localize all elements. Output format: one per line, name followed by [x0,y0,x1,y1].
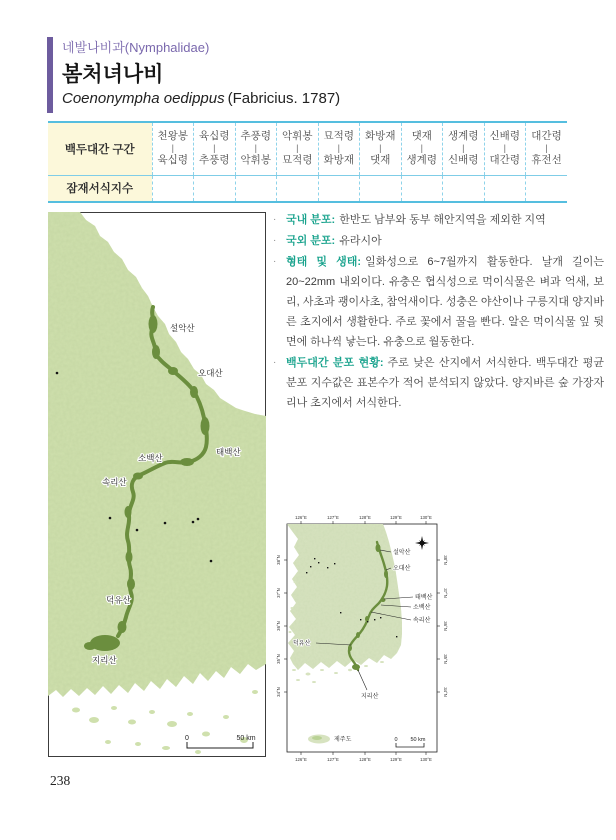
svg-text:127°E: 127°E [327,757,339,762]
svg-text:50 km: 50 km [236,735,256,742]
jeju-label: 제주도 [334,737,352,743]
mountain-label: 덕유산 [106,595,131,605]
mountain-label: 오대산 [393,566,411,572]
habitat-index-cell [443,175,485,202]
svg-text:37°N: 37°N [443,588,448,598]
svg-text:38°N: 38°N [276,555,281,565]
latin-name: Coenonympha oedippus [62,90,225,107]
habitat-index-cell [526,175,568,202]
page-number: 238 [50,773,71,788]
info-text: 유라시아 [339,235,382,247]
section-cell: 대간령 | 휴전선 [526,122,568,175]
bullet-marker: · [273,235,277,246]
info-label: 국내 분포: [286,214,336,226]
info-text: 한반도 남부와 동부 해안지역을 제외한 지역 [339,214,546,226]
svg-text:0: 0 [394,737,398,743]
section-cell: 생계령 | 신배령 [443,122,485,175]
habitat-index-cell [277,175,319,202]
species-title: 봄처녀나비 [62,63,164,86]
svg-text:128°E: 128°E [359,757,371,762]
svg-text:38°N: 38°N [443,555,448,565]
section-cell: 댓재 | 생계령 [401,122,443,175]
svg-text:130°E: 130°E [420,515,432,520]
section-accent-bar [47,37,53,113]
habitat-index-cell [318,175,360,202]
info-label: 백두대간 분포 현황: [286,357,384,369]
habitat-index-cell [152,175,194,202]
svg-text:128°E: 128°E [359,515,371,520]
table-row2-header: 잠재서식지수 [48,175,152,202]
mountain-label: 태백산 [415,595,433,601]
mountain-label: 속리산 [413,618,431,624]
mountain-label: 소백산 [413,605,431,611]
info-item-domestic-distribution [273,210,604,230]
habitat-index-cell [235,175,277,202]
svg-text:50 km: 50 km [410,737,426,743]
scientific-name [62,90,340,107]
mountain-label: 덕유산 [293,641,311,647]
family-header: 네발나비과(Nymphalidae) [62,40,210,55]
info-item-baekdudaegan-status [273,353,604,413]
mountain-label: 속리산 [102,477,127,487]
mountain-label: 소백산 [138,453,163,463]
svg-text:34°N: 34°N [276,687,281,697]
mountain-label: 태백산 [216,447,241,457]
section-cell: 묘적령 | 화방재 [318,122,360,175]
habitat-index-cell [360,175,402,202]
section-cell: 악휘봉 | 묘적령 [277,122,319,175]
info-item-morphology-ecology [273,252,604,352]
section-cell: 화방재 | 댓재 [360,122,402,175]
author-year: (Fabricius. 1787) [227,90,341,107]
bullet-marker: · [273,214,277,225]
longitude-labels-bottom [295,757,432,762]
info-label: 국외 분포: [286,235,336,247]
mountain-label: 설악산 [393,550,411,556]
info-item-foreign-distribution [273,231,604,251]
mountain-label: 설악산 [170,323,195,333]
table-row1-header: 백두대간 구간 [48,122,152,175]
baekdudaegan-section-table [48,121,567,203]
section-cell: 육십령 | 추풍령 [194,122,236,175]
section-cell: 천왕봉 | 육십령 [152,122,194,175]
jeju-island [308,735,330,744]
habitat-index-cell [194,175,236,202]
latitude-labels-right [443,555,448,697]
svg-text:126°E: 126°E [295,757,307,762]
baekdudaegan-detail-map [48,212,266,757]
svg-text:35°N: 35°N [276,654,281,664]
svg-text:130°E: 130°E [420,757,432,762]
mountain-label: 오대산 [198,368,223,378]
bullet-marker: · [273,357,277,368]
section-cell: 추풍령 | 악휘봉 [235,122,277,175]
svg-text:126°E: 126°E [295,515,307,520]
bullet-marker: · [273,256,277,267]
info-label: 형태 및 생태: [286,256,362,268]
mountain-label: 지리산 [361,694,379,700]
svg-text:37°N: 37°N [276,588,281,598]
habitat-index-cell [484,175,526,202]
longitude-labels-top [295,515,432,520]
svg-text:129°E: 129°E [390,515,402,520]
korea-overview-map [270,512,455,764]
svg-text:129°E: 129°E [390,757,402,762]
section-cell: 신배령 | 대간령 [484,122,526,175]
svg-text:36°N: 36°N [276,621,281,631]
info-text: 주로 낮은 산지에서 서식한다. 백두대간 평균 분포 지수값은 표본수가 적어 분석되지 않았다. 양지바른 숲 가장자리나 초지에서 서식한다. [286,357,604,409]
habitat-index-cell [401,175,443,202]
svg-text:0: 0 [185,735,189,742]
svg-text:36°N: 36°N [443,621,448,631]
latitude-labels-left [276,555,281,697]
mountain-label: 지리산 [92,655,117,665]
svg-text:127°E: 127°E [327,515,339,520]
species-info-list [273,210,604,414]
landmass [287,524,402,670]
svg-text:34°N: 34°N [443,687,448,697]
info-text: 일화성으로 6~7월까지 활동한다. 날개 길이는 20~22mm 내외이다. 유충은 협식성으로 먹이식물은 벼과 억새, 보리, 사초과 괭이사초, 참억새이다. 성충은 야산이나 구릉지대 양지바른 초지에서 생활한다. 주로 꽃에서 꿀을 빤다. 알은 먹이식물 잎 뒷면에 하나씩 낳는다. 유충으로 월동한다. [286,256,604,348]
svg-text:35°N: 35°N [443,654,448,664]
